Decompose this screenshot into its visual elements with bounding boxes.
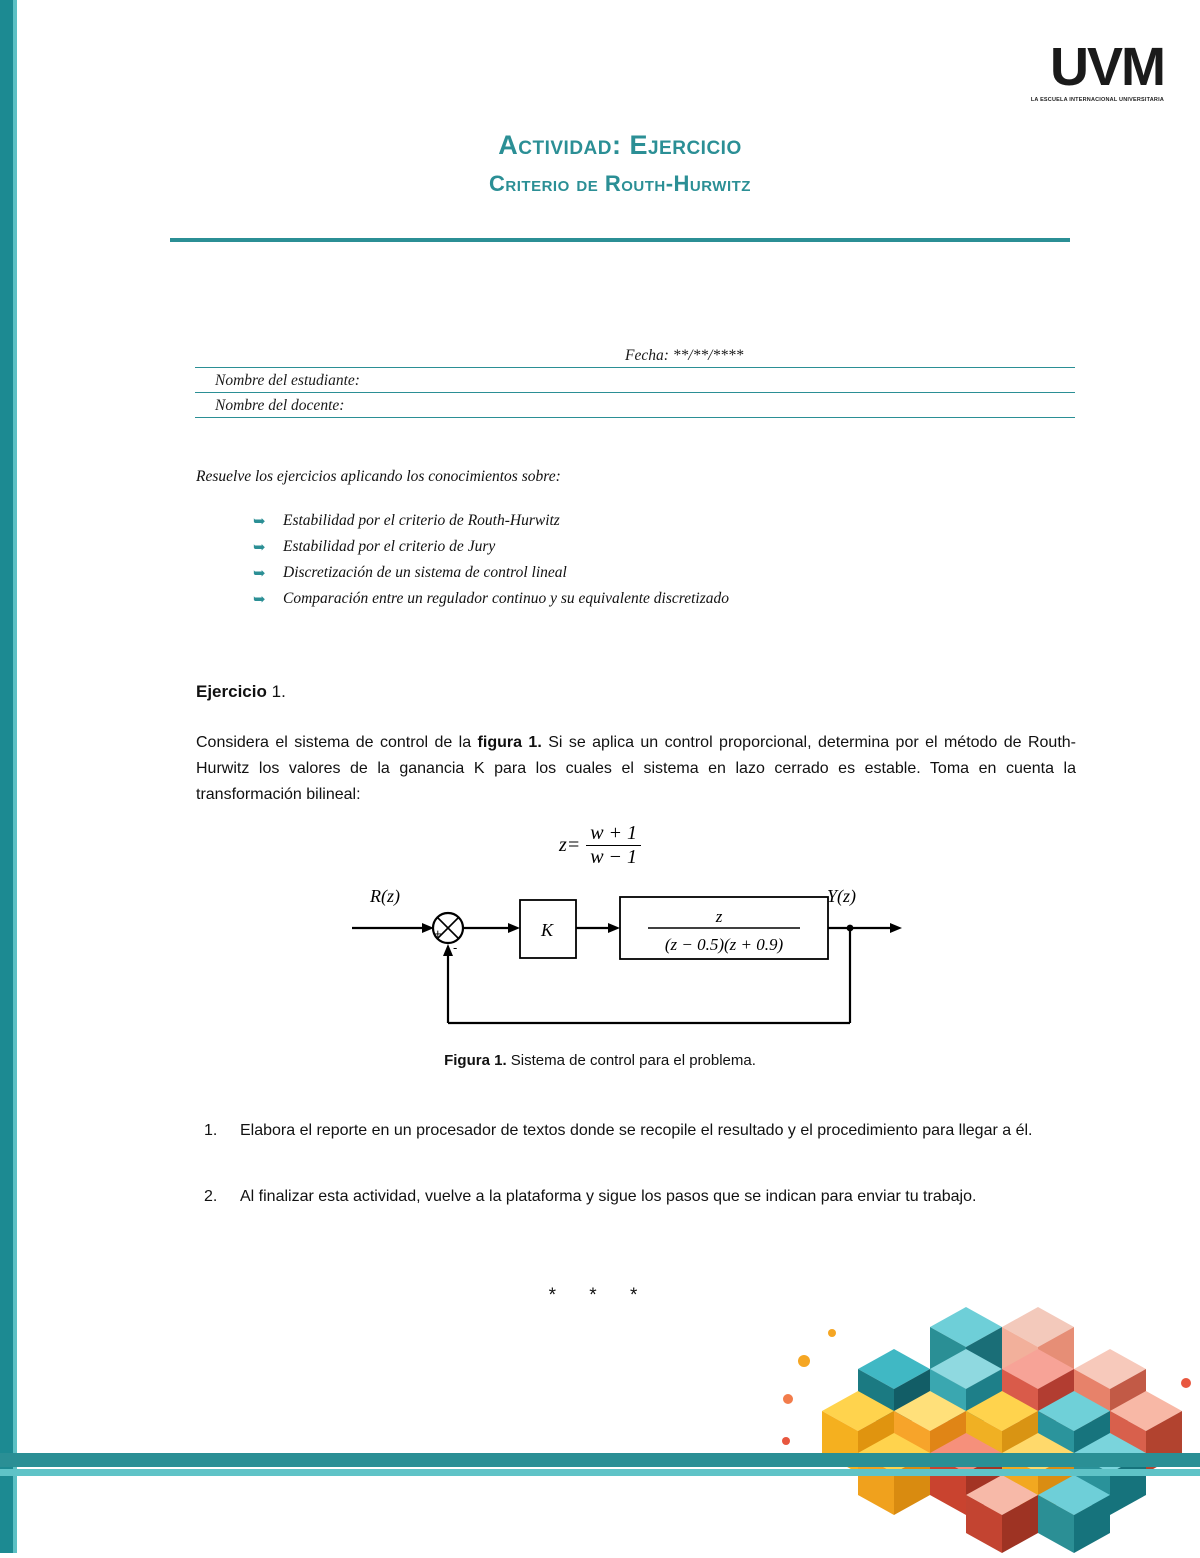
title-divider [170,238,1070,242]
svg-text:(z − 0.5)(z + 0.9): (z − 0.5)(z + 0.9) [664,935,784,954]
topics-list [245,512,1075,616]
figure-caption [0,1052,1200,1069]
docente-label: Nombre del docente: [215,397,345,414]
decorative-cubes [780,1303,1200,1553]
svg-text:K: K [541,920,554,940]
page-title-line2: Criterio de Routh-Hurwitz [489,171,751,196]
list-item-label: Estabilidad por el criterio de Routh-Hurwitz [283,512,560,529]
page-title-line1: Actividad: Ejercicio [498,130,742,160]
form-fields [195,343,1075,418]
footer-accent-band [0,1453,1200,1467]
estudiante-label: Nombre del estudiante: [215,372,360,389]
left-accent-bar-light [13,0,17,1553]
exercise-figure-ref: figura 1. [477,734,542,751]
list-item-marker: 1. [204,1122,218,1139]
exercise-paragraph-part2: Si se aplica un control proporcional, determina por el método de Routh-Hurwitz los valores de la ganancia K para los cuales el sistema en lazo cerrado es estable. Toma en cuenta la transformación bilineal: [196,734,1077,803]
list-item [196,1184,1076,1210]
instructions-list [196,1118,1076,1249]
svg-text:Y(z): Y(z) [827,886,857,906]
logo-wordmark: UVM [1050,37,1164,97]
svg-text:z: z [715,907,723,926]
list-item-label: Comparación entre un regulador continuo y su equivalente discretizado [283,590,729,607]
exercise-paragraph-part1: Considera el sistema de control de la [196,734,478,751]
block-diagram [330,880,930,1040]
bilinear-formula [0,822,1200,869]
logo-tagline: LA ESCUELA INTERNACIONAL UNIVERSITARIA [1030,97,1164,103]
svg-text:R(z): R(z) [370,886,400,906]
exercise-heading [196,682,286,702]
list-item [245,512,1075,530]
arrow-bullet-icon: ➥ [253,512,266,530]
formula-lhs: z= [558,834,581,856]
field-row-fecha[interactable] [195,343,1075,368]
arrow-bullet-icon: ➥ [253,590,266,608]
left-accent-bar [0,0,13,1553]
arrow-bullet-icon: ➥ [253,564,266,582]
svg-text:-: - [453,940,458,955]
exercise-heading-bold: Ejercicio [196,682,267,701]
figure-caption-text: Sistema de control para el problema. [506,1052,756,1069]
footer-accent-band-light [0,1469,1200,1476]
list-item-label: Estabilidad por el criterio de Jury [283,538,496,555]
figure-caption-label: Figura 1. [444,1052,507,1069]
list-item-label: Al finalizar esta actividad, vuelve a la plataforma y sigue los pasos que se indican para enviar tu trabajo. [240,1187,977,1205]
list-item [245,564,1075,582]
field-row-estudiante[interactable] [195,368,1075,393]
field-row-docente[interactable] [195,393,1075,418]
list-item [245,590,1075,608]
formula-denominator: w − 1 [586,845,641,869]
exercise-paragraph [196,730,1076,808]
list-item-label: Elabora el reporte en un procesador de textos donde se recopile el resultado y el procedimiento para llegar a él. [240,1122,1033,1139]
list-item [245,538,1075,556]
formula-fraction [586,822,641,869]
intro-text: Resuelve los ejercicios aplicando los conocimientos sobre: [196,468,561,485]
page-title [170,130,1070,197]
formula-numerator: w + 1 [590,822,638,844]
svg-text:+: + [434,926,442,941]
arrow-bullet-icon: ➥ [253,538,266,556]
list-item-marker: 2. [204,1187,218,1205]
list-item [196,1118,1076,1144]
list-item-label: Discretización de un sistema de control lineal [283,564,567,581]
uvm-logo [1030,37,1164,103]
fecha-label: Fecha: **/**/**** [625,347,744,364]
exercise-heading-number: 1. [271,682,286,701]
footer-stars: * * * [548,1285,652,1306]
